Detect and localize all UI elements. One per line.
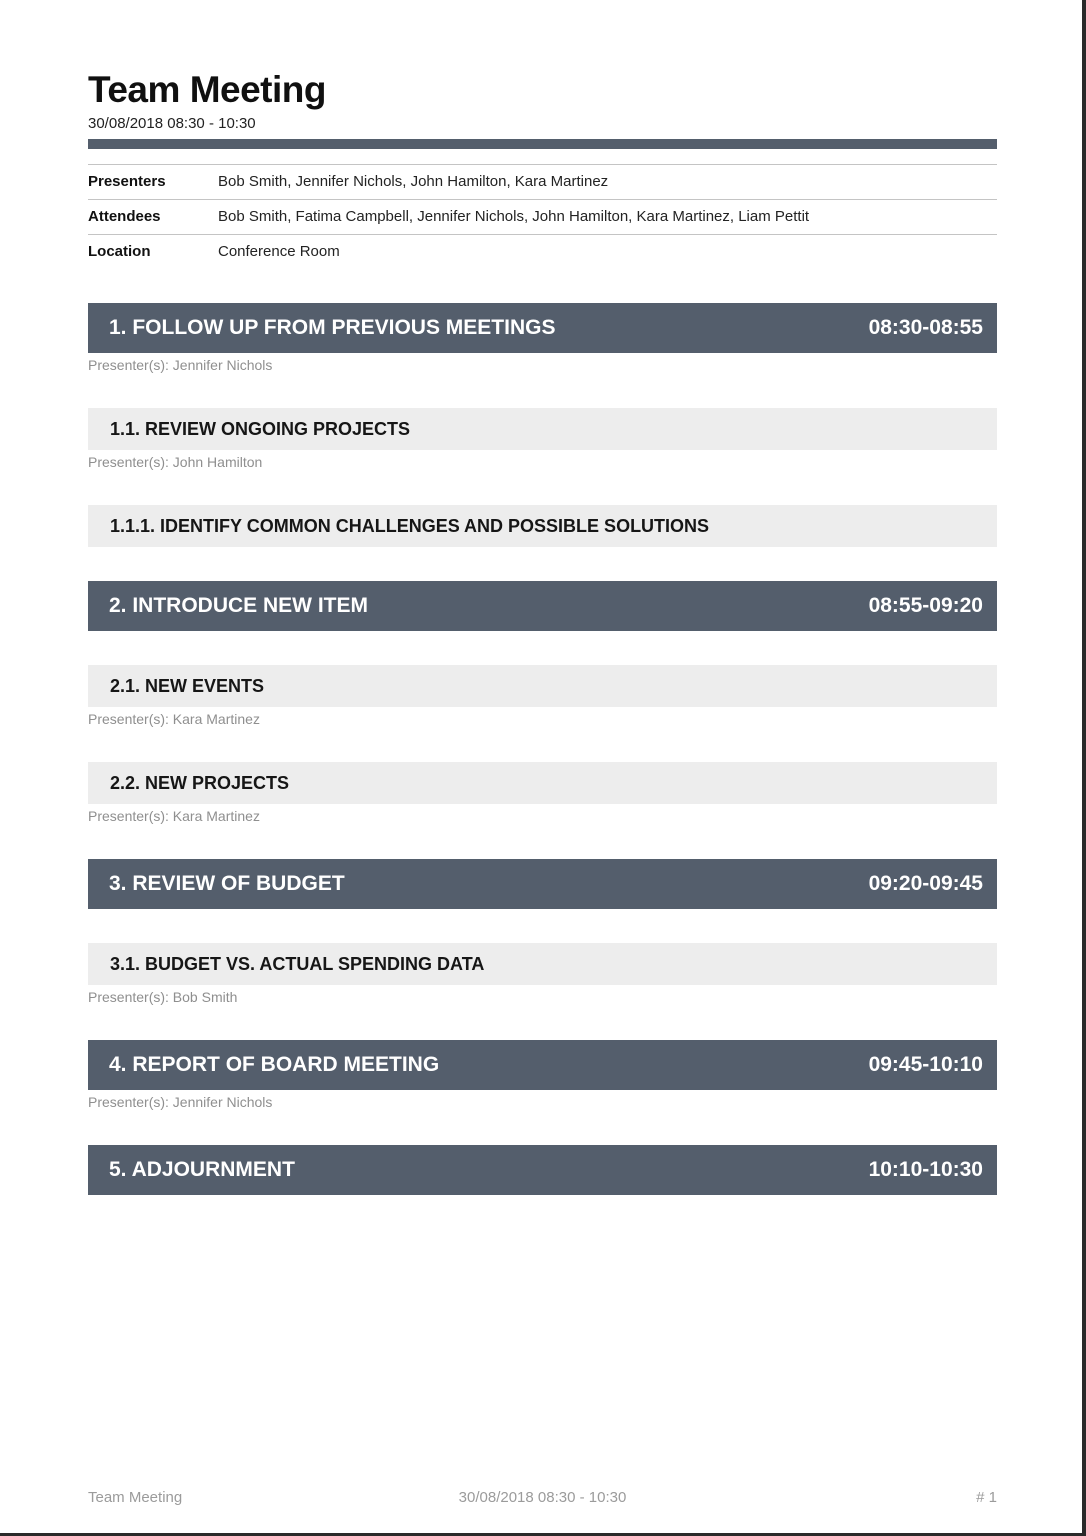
agenda-section-5-bar (88, 1145, 997, 1195)
agenda-section-3-time: 09:20-09:45 (868, 872, 983, 895)
agenda-section-1-title: 1. FOLLOW UP FROM PREVIOUS MEETINGS (109, 316, 556, 339)
agenda-subsection-2-1-title: 2.1. NEW EVENTS (110, 675, 265, 696)
agenda-subsection-3-1-presenters: Presenter(s): Bob Smith (88, 989, 238, 1005)
title-rule (88, 139, 997, 149)
document-content (88, 0, 997, 1229)
agenda-subsection-2-1-bar (88, 665, 997, 707)
agenda-subsection-3-1 (88, 943, 997, 1006)
agenda-section-1-bar (88, 303, 997, 353)
info-label-presenters: Presenters (88, 165, 218, 200)
page-edge-right (1082, 0, 1086, 1536)
agenda-subsection-1-1 (88, 408, 997, 471)
agenda-section-1-time: 08:30-08:55 (868, 316, 983, 339)
agenda-section-4-bar (88, 1040, 997, 1090)
agenda-subsection-1-1-1 (88, 505, 997, 547)
page-title: Team Meeting (88, 69, 326, 110)
agenda-list (88, 303, 997, 1195)
footer-title: Team Meeting (88, 1489, 183, 1506)
agenda-subsection-2-1 (88, 665, 997, 728)
agenda-subsection-2-2-title: 2.2. NEW PROJECTS (110, 772, 290, 793)
info-value-location: Conference Room (218, 235, 997, 270)
info-row-attendees (88, 200, 997, 235)
footer-datetime: 30/08/2018 08:30 - 10:30 (458, 1489, 627, 1506)
agenda-subsection-2-2-bar (88, 762, 997, 804)
agenda-subsection-3-1-title: 3.1. BUDGET VS. ACTUAL SPENDING DATA (110, 953, 485, 974)
page-footer (88, 1489, 997, 1506)
agenda-section-3-title: 3. REVIEW OF BUDGET (109, 872, 345, 895)
agenda-section-2-bar (88, 581, 997, 631)
agenda-section-4-title: 4. REPORT OF BOARD MEETING (109, 1053, 440, 1076)
info-value-attendees: Bob Smith, Fatima Campbell, Jennifer Nichols, John Hamilton, Kara Martinez, Liam Pettit (218, 200, 997, 235)
agenda-subsection-2-1-presenters: Presenter(s): Kara Martinez (88, 711, 260, 727)
agenda-section-3-bar (88, 859, 997, 909)
agenda-section-5 (88, 1145, 997, 1195)
agenda-subsection-2-2-presenters: Presenter(s): Kara Martinez (88, 808, 260, 824)
info-label-attendees: Attendees (88, 200, 218, 235)
agenda-section-3 (88, 859, 997, 909)
agenda-subsection-1-1-1-title: 1.1.1. IDENTIFY COMMON CHALLENGES AND POSSIBLE SOLUTIONS (110, 515, 710, 536)
agenda-subsection-1-1-1-bar (88, 505, 997, 547)
info-value-presenters: Bob Smith, Jennifer Nichols, John Hamilton, Kara Martinez (218, 165, 997, 200)
agenda-subsection-2-2 (88, 762, 997, 825)
agenda-section-1 (88, 303, 997, 374)
agenda-section-2-time: 08:55-09:20 (868, 594, 983, 617)
agenda-subsection-1-1-presenters: Presenter(s): John Hamilton (88, 454, 263, 470)
agenda-section-4 (88, 1040, 997, 1111)
agenda-subsection-1-1-title: 1.1. REVIEW ONGOING PROJECTS (110, 418, 411, 439)
info-row-presenters (88, 165, 997, 200)
agenda-subsection-3-1-bar (88, 943, 997, 985)
info-row-location (88, 235, 997, 270)
agenda-section-4-presenters: Presenter(s): Jennifer Nichols (88, 1094, 273, 1110)
agenda-section-2 (88, 581, 997, 631)
agenda-section-4-time: 09:45-10:10 (868, 1053, 983, 1076)
meeting-info-table (88, 164, 997, 269)
agenda-subsection-1-1-bar (88, 408, 997, 450)
agenda-section-2-title: 2. INTRODUCE NEW ITEM (109, 594, 369, 617)
agenda-section-5-time: 10:10-10:30 (868, 1158, 983, 1181)
footer-page-number: # 1 (976, 1489, 997, 1506)
meeting-datetime: 30/08/2018 08:30 - 10:30 (88, 115, 256, 132)
agenda-section-1-presenters: Presenter(s): Jennifer Nichols (88, 357, 273, 373)
agenda-section-5-title: 5. ADJOURNMENT (109, 1158, 295, 1181)
info-label-location: Location (88, 235, 218, 270)
